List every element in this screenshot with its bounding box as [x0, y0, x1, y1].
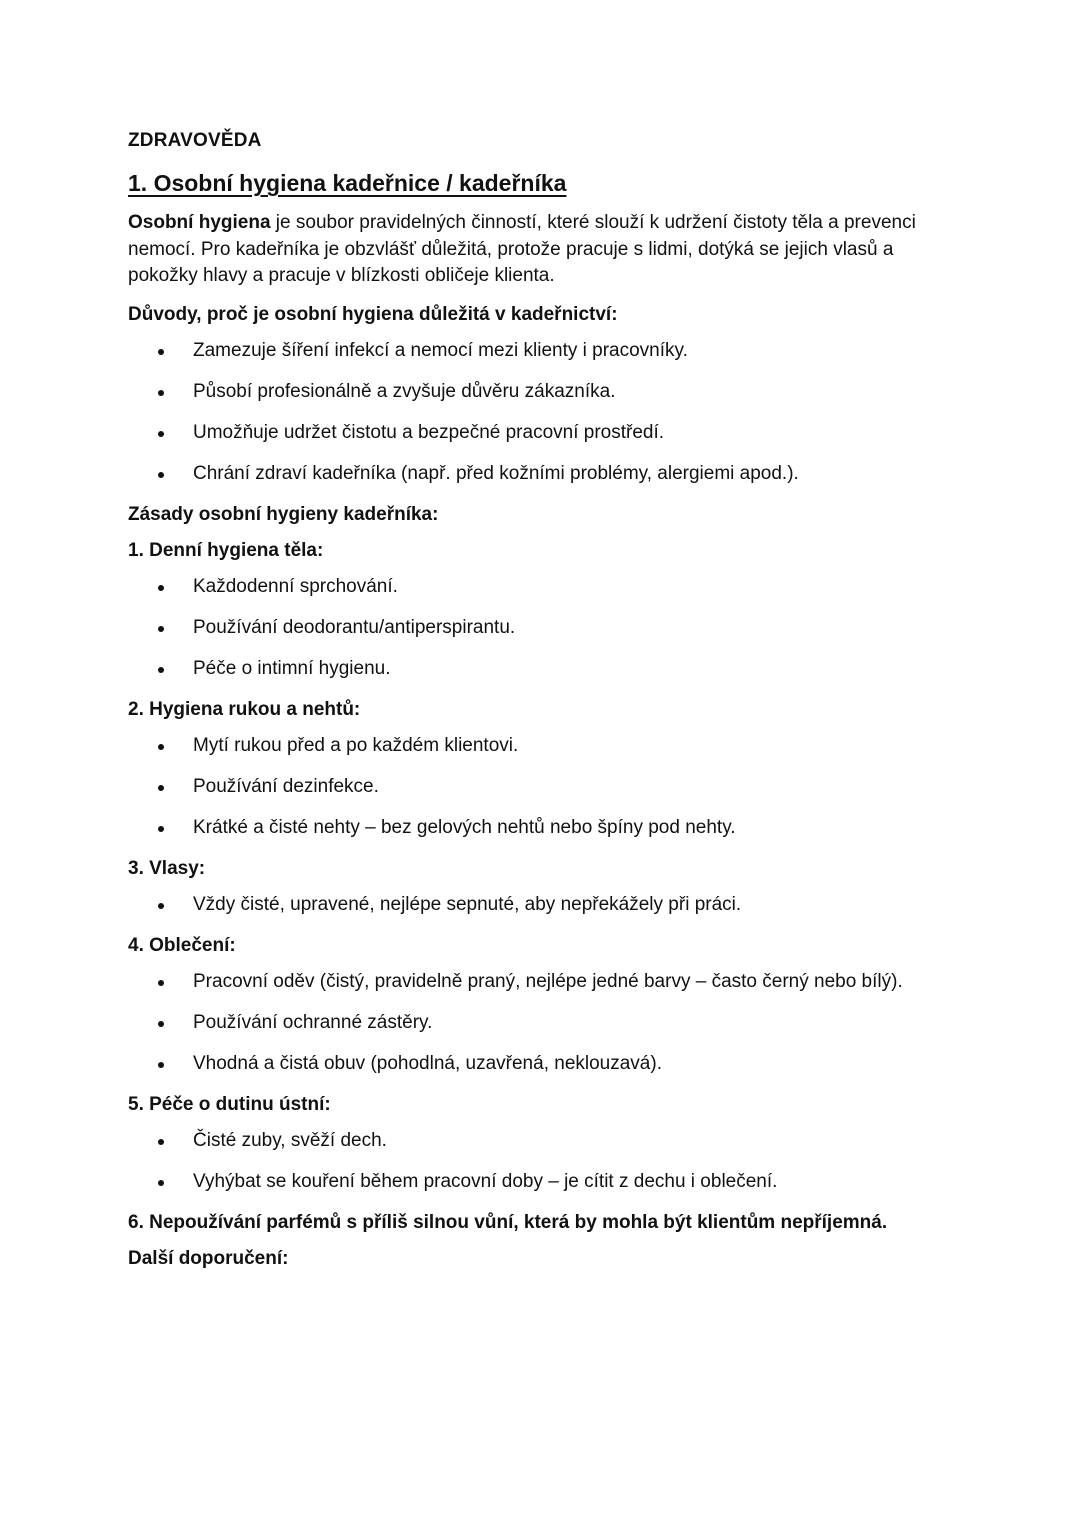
reasons-list: [128, 338, 948, 488]
intro-bold-term: Osobní hygiena: [128, 212, 271, 233]
list-item: [128, 338, 948, 365]
principles-title: Zásady osobní hygieny kadeřníka:: [128, 503, 439, 525]
bullet-icon: [158, 626, 164, 632]
list-item-text: Vhodná a čistá obuv (pohodlná, uzavřená, neklouzavá).: [193, 1052, 662, 1074]
further-recommendations-title: Další doporučení:: [128, 1247, 289, 1269]
bullet-icon: [158, 1062, 164, 1068]
list-item-text: Používání deodorantu/antiperspirantu.: [193, 616, 516, 638]
list-item: [128, 1010, 948, 1037]
list-item: [128, 1169, 948, 1196]
list-item: [128, 892, 948, 919]
list-item: [128, 461, 948, 488]
list-item: [128, 969, 948, 996]
bullet-icon: [158, 1021, 164, 1027]
list-item-text: Umožňuje udržet čistotu a bezpečné pracovní prostředí.: [193, 421, 665, 443]
list-item-text: Čisté zuby, svěží dech.: [193, 1129, 387, 1151]
point-6-title: 6. Nepoužívání parfémů s příliš silnou vůní, která by mohla být klientům nepříjemná.: [128, 1211, 888, 1233]
bullet-icon: [158, 390, 164, 396]
bullet-icon: [158, 667, 164, 673]
bullet-icon: [158, 431, 164, 437]
section-title: 5. Péče o dutinu ústní:: [128, 1093, 331, 1115]
bullet-icon: [158, 903, 164, 909]
list-item-text: Zamezuje šíření infekcí a nemocí mezi klienty i pracovníky.: [193, 339, 688, 361]
bullet-icon: [158, 1180, 164, 1186]
bullet-icon: [158, 785, 164, 791]
bullet-icon: [158, 980, 164, 986]
section-title: 1. Denní hygiena těla:: [128, 539, 324, 561]
bullet-icon: [158, 826, 164, 832]
bullet-icon: [158, 585, 164, 591]
section-list: [128, 1128, 948, 1196]
list-item: [128, 379, 948, 406]
document-label: ZDRAVOVĚDA: [128, 130, 262, 151]
section-list: [128, 969, 948, 1078]
document-page: [128, 128, 948, 1282]
section-list: [128, 733, 948, 842]
list-item: [128, 815, 948, 842]
intro-text: je soubor pravidelných činností, které slouží k udržení čistoty těla a prevenci nemocí. Pro kadeřníka je obzvlášť důležitá, protože pracuje s lidmi, dotýká se jejich vlasů a pokožky hlavy a pracuje v blízkosti obličeje klienta.: [128, 212, 916, 286]
list-item-text: Používání ochranné zástěry.: [193, 1011, 433, 1033]
list-item: [128, 574, 948, 601]
section-title: 4. Oblečení:: [128, 934, 236, 956]
list-item: [128, 733, 948, 760]
list-item: [128, 1051, 948, 1078]
list-item: [128, 774, 948, 801]
section-title: 3. Vlasy:: [128, 857, 206, 879]
list-item-text: Vždy čisté, upravené, nejlépe sepnuté, aby nepřekážely při práci.: [193, 893, 742, 915]
list-item-text: Pracovní oděv (čistý, pravidelně praný, nejlépe jedné barvy – často černý nebo bílý).: [193, 970, 903, 992]
list-item-text: Každodenní sprchování.: [193, 575, 398, 597]
list-item-text: Krátké a čisté nehty – bez gelových nehtů nebo špíny pod nehty.: [193, 816, 736, 838]
intro-paragraph: [128, 210, 948, 290]
list-item: [128, 420, 948, 447]
bullet-icon: [158, 744, 164, 750]
list-item: [128, 615, 948, 642]
document-heading: 1. Osobní hygiena kadeřnice / kadeřníka: [128, 170, 567, 196]
reasons-title: Důvody, proč je osobní hygiena důležitá v kadeřnictví:: [128, 303, 618, 325]
bullet-icon: [158, 349, 164, 355]
list-item-text: Chrání zdraví kadeřníka (např. před kožními problémy, alergiemi apod.).: [193, 462, 799, 484]
section-list: [128, 892, 948, 919]
list-item-text: Péče o intimní hygienu.: [193, 657, 391, 679]
section-list: [128, 574, 948, 683]
list-item: [128, 656, 948, 683]
list-item-text: Mytí rukou před a po každém klientovi.: [193, 734, 519, 756]
bullet-icon: [158, 472, 164, 478]
section-title: 2. Hygiena rukou a nehtů:: [128, 698, 361, 720]
list-item-text: Působí profesionálně a zvyšuje důvěru zákazníka.: [193, 380, 616, 402]
bullet-icon: [158, 1139, 164, 1145]
list-item-text: Vyhýbat se kouření během pracovní doby – je cítit z dechu i oblečení.: [193, 1170, 778, 1192]
list-item: [128, 1128, 948, 1155]
list-item-text: Používání dezinfekce.: [193, 775, 379, 797]
